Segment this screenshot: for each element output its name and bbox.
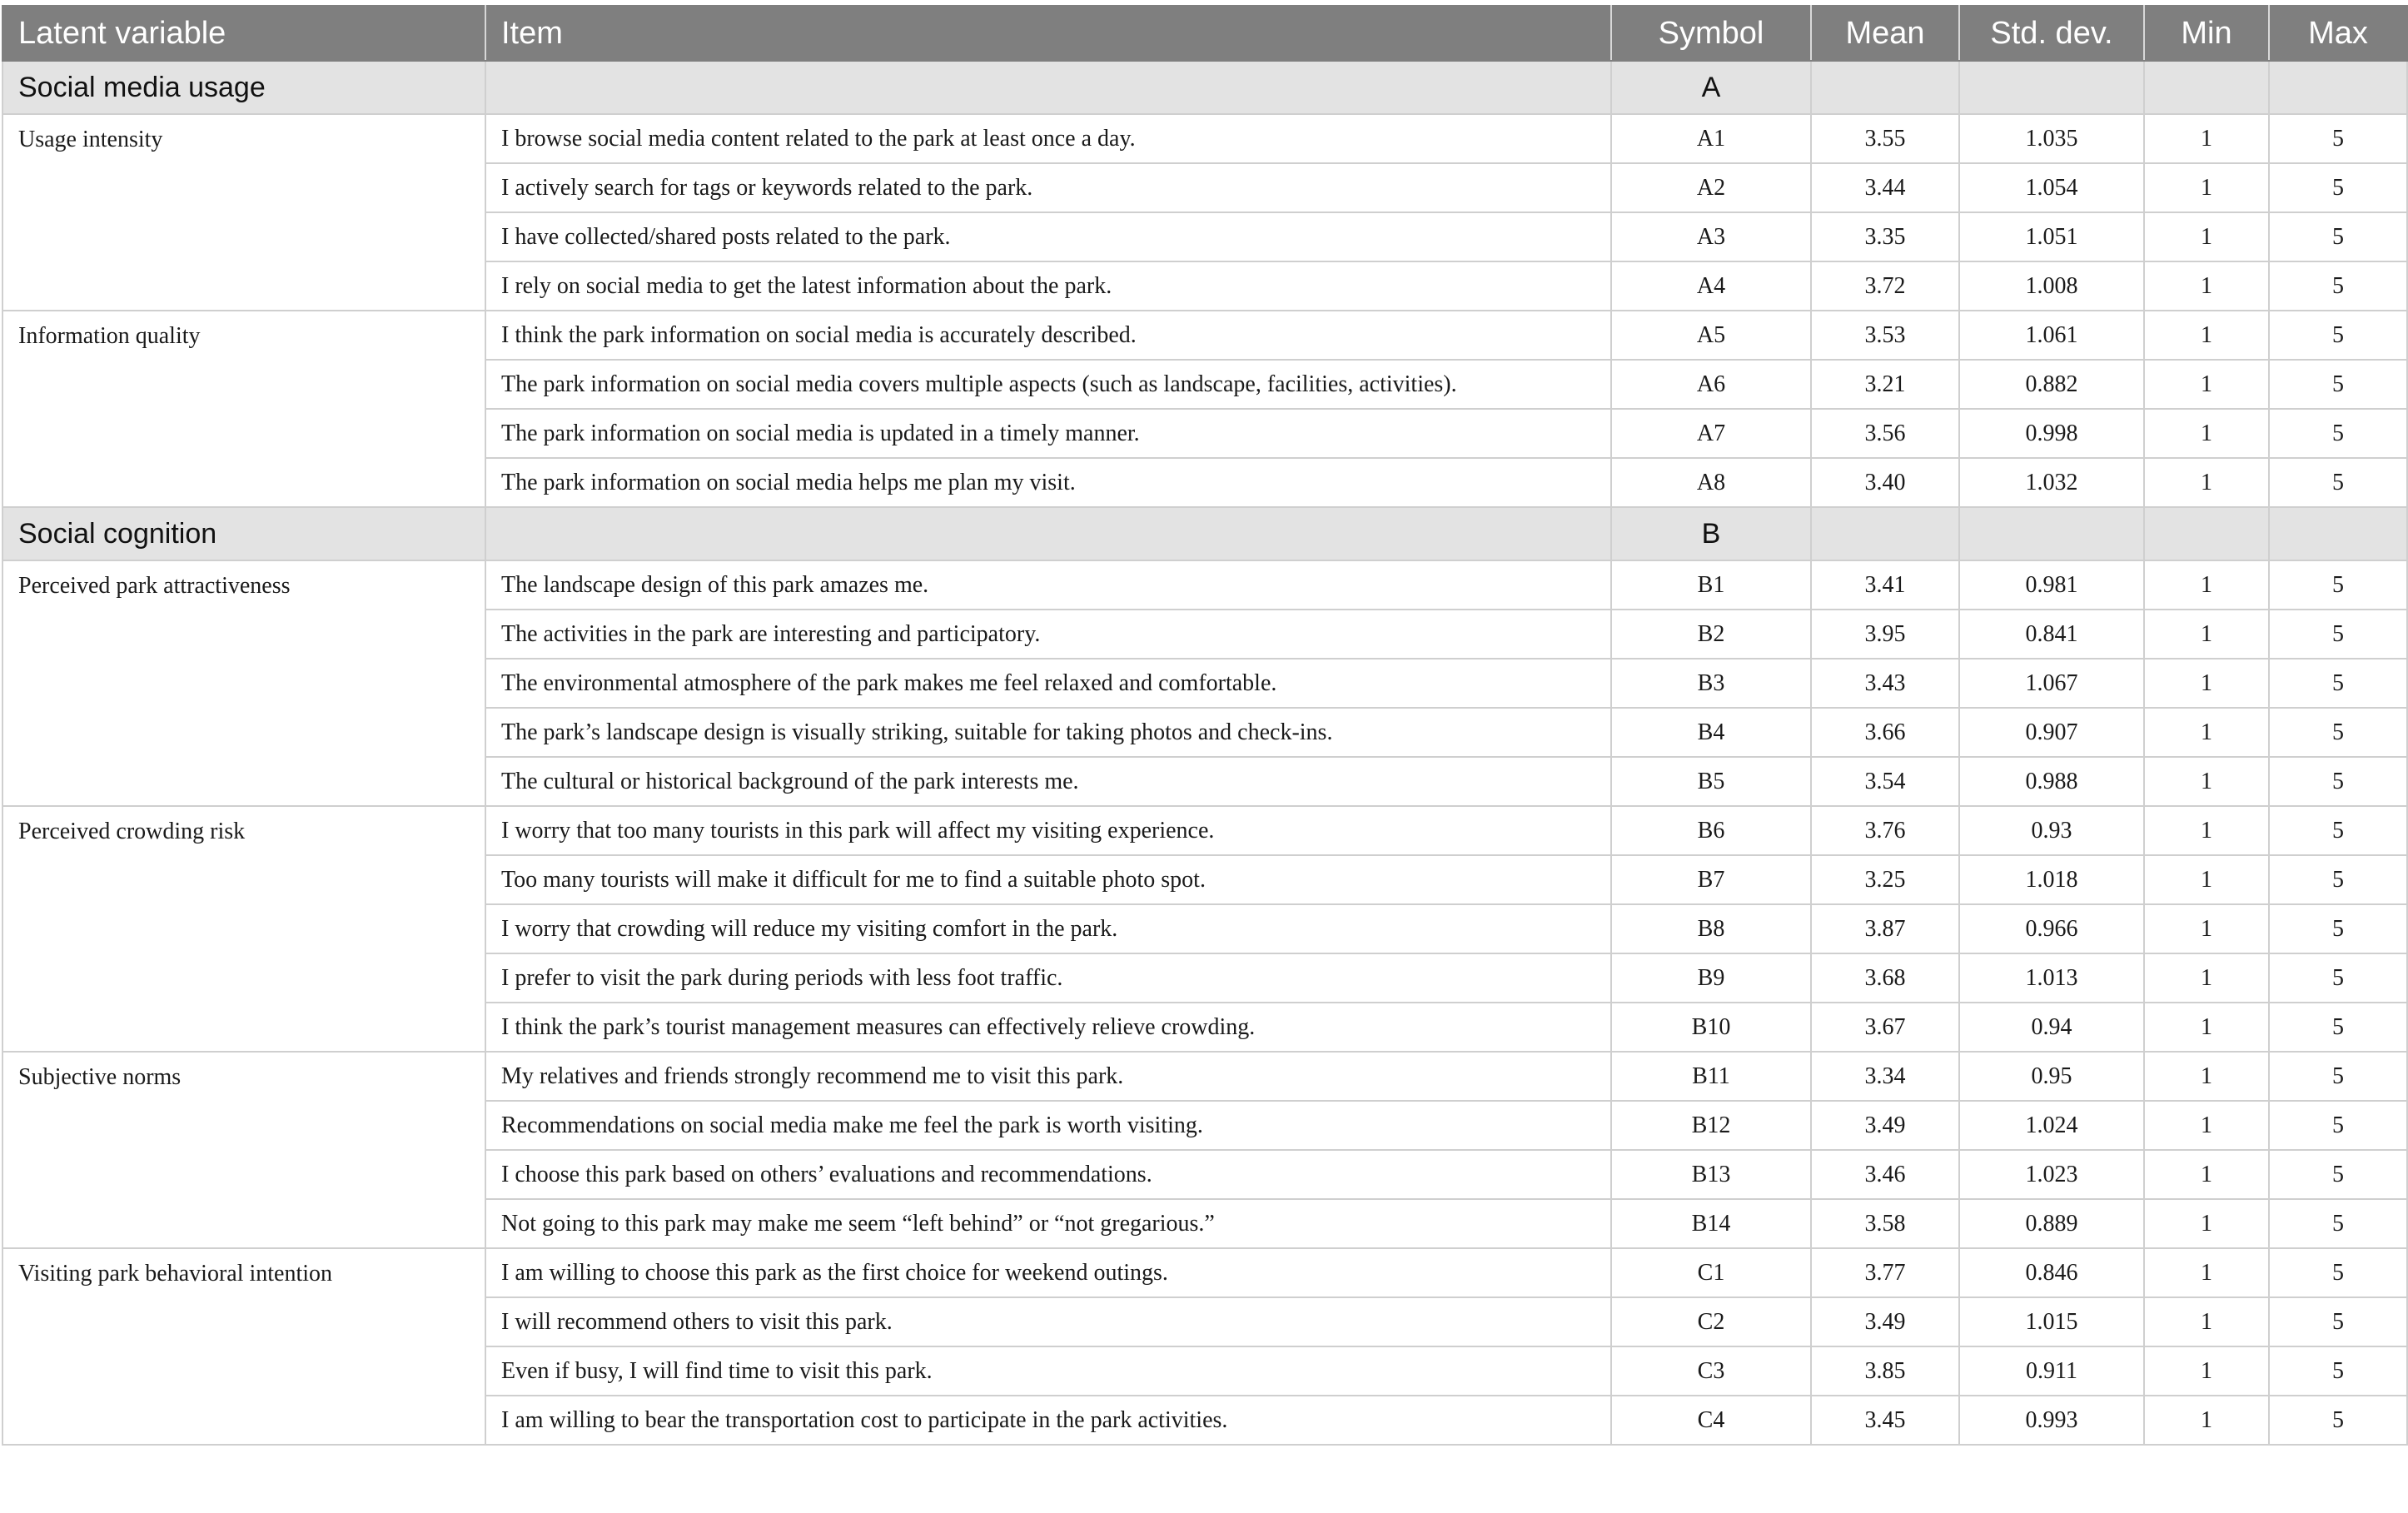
std-dev-cell: 1.032 xyxy=(1959,458,2144,507)
std-dev-cell: 0.882 xyxy=(1959,360,2144,409)
max-cell: 5 xyxy=(2269,855,2407,904)
symbol-cell: A3 xyxy=(1611,212,1811,261)
min-cell: 1 xyxy=(2144,1150,2269,1199)
symbol-cell: B12 xyxy=(1611,1101,1811,1150)
symbol-cell: A6 xyxy=(1611,360,1811,409)
mean-cell: 3.95 xyxy=(1811,610,1959,659)
item-text: I rely on social media to get the latest information about the park. xyxy=(485,261,1611,311)
mean-cell: 3.85 xyxy=(1811,1346,1959,1396)
symbol-cell: B7 xyxy=(1611,855,1811,904)
std-dev-cell: 0.889 xyxy=(1959,1199,2144,1248)
max-cell: 5 xyxy=(2269,261,2407,311)
max-cell: 5 xyxy=(2269,953,2407,1003)
item-text: Even if busy, I will find time to visit this park. xyxy=(485,1346,1611,1396)
max-cell: 5 xyxy=(2269,1150,2407,1199)
std-dev-cell: 0.94 xyxy=(1959,1003,2144,1052)
std-dev-cell: 1.024 xyxy=(1959,1101,2144,1150)
min-cell: 1 xyxy=(2144,855,2269,904)
item-text: The park’s landscape design is visually striking, suitable for taking photos and check-ins. xyxy=(485,708,1611,757)
symbol-cell: C3 xyxy=(1611,1346,1811,1396)
symbol-cell: B9 xyxy=(1611,953,1811,1003)
std-dev-cell: 1.018 xyxy=(1959,855,2144,904)
section-row xyxy=(2,61,2407,114)
symbol-cell: B5 xyxy=(1611,757,1811,806)
section-symbol: B xyxy=(1611,507,1811,560)
std-dev-cell: 0.846 xyxy=(1959,1248,2144,1297)
symbol-cell: A4 xyxy=(1611,261,1811,311)
symbol-cell: A1 xyxy=(1611,114,1811,163)
header-std-dev: Std. dev. xyxy=(1959,6,2144,61)
symbol-cell: A2 xyxy=(1611,163,1811,212)
mean-cell: 3.67 xyxy=(1811,1003,1959,1052)
mean-cell: 3.41 xyxy=(1811,560,1959,610)
std-dev-cell: 1.015 xyxy=(1959,1297,2144,1346)
latent-variable-cell: Perceived crowding risk xyxy=(2,806,485,1052)
min-cell: 1 xyxy=(2144,1346,2269,1396)
std-dev-cell: 0.907 xyxy=(1959,708,2144,757)
item-text: The cultural or historical background of the park interests me. xyxy=(485,757,1611,806)
symbol-cell: B1 xyxy=(1611,560,1811,610)
min-cell: 1 xyxy=(2144,261,2269,311)
latent-variable-cell: Usage intensity xyxy=(2,114,485,311)
min-cell: 1 xyxy=(2144,806,2269,855)
symbol-cell: B13 xyxy=(1611,1150,1811,1199)
item-text: I will recommend others to visit this park. xyxy=(485,1297,1611,1346)
latent-variable-cell: Perceived park attractiveness xyxy=(2,560,485,806)
section-title: Social media usage xyxy=(2,61,485,114)
max-cell: 5 xyxy=(2269,458,2407,507)
section-item-cell xyxy=(485,61,1611,114)
mean-cell: 3.40 xyxy=(1811,458,1959,507)
item-text: Recommendations on social media make me feel the park is worth visiting. xyxy=(485,1101,1611,1150)
std-dev-cell: 0.911 xyxy=(1959,1346,2144,1396)
header-max: Max xyxy=(2269,6,2407,61)
min-cell: 1 xyxy=(2144,610,2269,659)
symbol-cell: B10 xyxy=(1611,1003,1811,1052)
max-cell: 5 xyxy=(2269,1199,2407,1248)
std-dev-cell: 0.966 xyxy=(1959,904,2144,953)
table-row xyxy=(2,1052,2407,1101)
symbol-cell: C2 xyxy=(1611,1297,1811,1346)
max-cell: 5 xyxy=(2269,1396,2407,1445)
section-max-cell xyxy=(2269,507,2407,560)
std-dev-cell: 1.013 xyxy=(1959,953,2144,1003)
item-text: I think the park’s tourist management measures can effectively relieve crowding. xyxy=(485,1003,1611,1052)
min-cell: 1 xyxy=(2144,953,2269,1003)
min-cell: 1 xyxy=(2144,311,2269,360)
item-text: I think the park information on social media is accurately described. xyxy=(485,311,1611,360)
item-text: My relatives and friends strongly recommend me to visit this park. xyxy=(485,1052,1611,1101)
mean-cell: 3.49 xyxy=(1811,1101,1959,1150)
mean-cell: 3.87 xyxy=(1811,904,1959,953)
std-dev-cell: 1.054 xyxy=(1959,163,2144,212)
std-dev-cell: 1.008 xyxy=(1959,261,2144,311)
min-cell: 1 xyxy=(2144,659,2269,708)
item-text: The activities in the park are interesting and participatory. xyxy=(485,610,1611,659)
max-cell: 5 xyxy=(2269,409,2407,458)
section-sd-cell xyxy=(1959,507,2144,560)
min-cell: 1 xyxy=(2144,1003,2269,1052)
item-text: I have collected/shared posts related to the park. xyxy=(485,212,1611,261)
max-cell: 5 xyxy=(2269,311,2407,360)
min-cell: 1 xyxy=(2144,708,2269,757)
symbol-cell: B2 xyxy=(1611,610,1811,659)
min-cell: 1 xyxy=(2144,1199,2269,1248)
min-cell: 1 xyxy=(2144,560,2269,610)
mean-cell: 3.46 xyxy=(1811,1150,1959,1199)
std-dev-cell: 0.95 xyxy=(1959,1052,2144,1101)
header-mean: Mean xyxy=(1811,6,1959,61)
table-row xyxy=(2,311,2407,360)
mean-cell: 3.34 xyxy=(1811,1052,1959,1101)
item-text: I prefer to visit the park during periods with less foot traffic. xyxy=(485,953,1611,1003)
std-dev-cell: 0.988 xyxy=(1959,757,2144,806)
symbol-cell: A8 xyxy=(1611,458,1811,507)
descriptive-statistics-table xyxy=(2,5,2408,1446)
item-text: The park information on social media helps me plan my visit. xyxy=(485,458,1611,507)
section-min-cell xyxy=(2144,61,2269,114)
mean-cell: 3.56 xyxy=(1811,409,1959,458)
section-max-cell xyxy=(2269,61,2407,114)
max-cell: 5 xyxy=(2269,212,2407,261)
section-mean-cell xyxy=(1811,507,1959,560)
min-cell: 1 xyxy=(2144,1396,2269,1445)
symbol-cell: B11 xyxy=(1611,1052,1811,1101)
section-mean-cell xyxy=(1811,61,1959,114)
header-symbol: Symbol xyxy=(1611,6,1811,61)
mean-cell: 3.76 xyxy=(1811,806,1959,855)
item-text: I choose this park based on others’ evaluations and recommendations. xyxy=(485,1150,1611,1199)
section-item-cell xyxy=(485,507,1611,560)
std-dev-cell: 0.93 xyxy=(1959,806,2144,855)
mean-cell: 3.53 xyxy=(1811,311,1959,360)
item-text: The park information on social media covers multiple aspects (such as landscape, facilities, activities). xyxy=(485,360,1611,409)
item-text: I am willing to bear the transportation cost to participate in the park activities. xyxy=(485,1396,1611,1445)
latent-variable-cell: Subjective norms xyxy=(2,1052,485,1248)
max-cell: 5 xyxy=(2269,904,2407,953)
mean-cell: 3.77 xyxy=(1811,1248,1959,1297)
symbol-cell: C4 xyxy=(1611,1396,1811,1445)
max-cell: 5 xyxy=(2269,659,2407,708)
max-cell: 5 xyxy=(2269,1297,2407,1346)
min-cell: 1 xyxy=(2144,163,2269,212)
item-text: Not going to this park may make me seem “left behind” or “not gregarious.” xyxy=(485,1199,1611,1248)
min-cell: 1 xyxy=(2144,1101,2269,1150)
max-cell: 5 xyxy=(2269,1248,2407,1297)
section-symbol: A xyxy=(1611,61,1811,114)
section-title: Social cognition xyxy=(2,507,485,560)
table-row xyxy=(2,114,2407,163)
section-row xyxy=(2,507,2407,560)
mean-cell: 3.44 xyxy=(1811,163,1959,212)
mean-cell: 3.54 xyxy=(1811,757,1959,806)
header-latent-variable: Latent variable xyxy=(2,6,485,61)
table-row xyxy=(2,560,2407,610)
min-cell: 1 xyxy=(2144,1297,2269,1346)
mean-cell: 3.58 xyxy=(1811,1199,1959,1248)
max-cell: 5 xyxy=(2269,360,2407,409)
mean-cell: 3.45 xyxy=(1811,1396,1959,1445)
header-min: Min xyxy=(2144,6,2269,61)
std-dev-cell: 0.993 xyxy=(1959,1396,2144,1445)
header-row xyxy=(2,6,2407,61)
section-min-cell xyxy=(2144,507,2269,560)
mean-cell: 3.55 xyxy=(1811,114,1959,163)
symbol-cell: B6 xyxy=(1611,806,1811,855)
std-dev-cell: 1.067 xyxy=(1959,659,2144,708)
symbol-cell: B8 xyxy=(1611,904,1811,953)
std-dev-cell: 1.023 xyxy=(1959,1150,2144,1199)
symbol-cell: B4 xyxy=(1611,708,1811,757)
max-cell: 5 xyxy=(2269,163,2407,212)
max-cell: 5 xyxy=(2269,708,2407,757)
latent-variable-cell: Visiting park behavioral intention xyxy=(2,1248,485,1445)
item-text: The park information on social media is updated in a timely manner. xyxy=(485,409,1611,458)
mean-cell: 3.25 xyxy=(1811,855,1959,904)
max-cell: 5 xyxy=(2269,560,2407,610)
mean-cell: 3.35 xyxy=(1811,212,1959,261)
std-dev-cell: 1.051 xyxy=(1959,212,2144,261)
item-text: I browse social media content related to the park at least once a day. xyxy=(485,114,1611,163)
max-cell: 5 xyxy=(2269,610,2407,659)
table-body xyxy=(2,61,2407,1445)
table-row xyxy=(2,1248,2407,1297)
item-text: The environmental atmosphere of the park makes me feel relaxed and comfortable. xyxy=(485,659,1611,708)
max-cell: 5 xyxy=(2269,1052,2407,1101)
mean-cell: 3.21 xyxy=(1811,360,1959,409)
max-cell: 5 xyxy=(2269,806,2407,855)
symbol-cell: A7 xyxy=(1611,409,1811,458)
std-dev-cell: 0.981 xyxy=(1959,560,2144,610)
latent-variable-cell: Information quality xyxy=(2,311,485,507)
max-cell: 5 xyxy=(2269,1346,2407,1396)
symbol-cell: C1 xyxy=(1611,1248,1811,1297)
min-cell: 1 xyxy=(2144,212,2269,261)
min-cell: 1 xyxy=(2144,1052,2269,1101)
section-sd-cell xyxy=(1959,61,2144,114)
symbol-cell: B3 xyxy=(1611,659,1811,708)
item-text: I worry that too many tourists in this park will affect my visiting experience. xyxy=(485,806,1611,855)
min-cell: 1 xyxy=(2144,904,2269,953)
max-cell: 5 xyxy=(2269,757,2407,806)
mean-cell: 3.66 xyxy=(1811,708,1959,757)
table-row xyxy=(2,806,2407,855)
std-dev-cell: 0.841 xyxy=(1959,610,2144,659)
std-dev-cell: 0.998 xyxy=(1959,409,2144,458)
std-dev-cell: 1.061 xyxy=(1959,311,2144,360)
min-cell: 1 xyxy=(2144,409,2269,458)
max-cell: 5 xyxy=(2269,1101,2407,1150)
min-cell: 1 xyxy=(2144,114,2269,163)
symbol-cell: A5 xyxy=(1611,311,1811,360)
symbol-cell: B14 xyxy=(1611,1199,1811,1248)
item-text: I am willing to choose this park as the first choice for weekend outings. xyxy=(485,1248,1611,1297)
mean-cell: 3.72 xyxy=(1811,261,1959,311)
item-text: I worry that crowding will reduce my visiting comfort in the park. xyxy=(485,904,1611,953)
mean-cell: 3.43 xyxy=(1811,659,1959,708)
item-text: The landscape design of this park amazes me. xyxy=(485,560,1611,610)
mean-cell: 3.49 xyxy=(1811,1297,1959,1346)
header-item: Item xyxy=(485,6,1611,61)
min-cell: 1 xyxy=(2144,458,2269,507)
min-cell: 1 xyxy=(2144,1248,2269,1297)
item-text: Too many tourists will make it difficult for me to find a suitable photo spot. xyxy=(485,855,1611,904)
item-text: I actively search for tags or keywords related to the park. xyxy=(485,163,1611,212)
min-cell: 1 xyxy=(2144,360,2269,409)
max-cell: 5 xyxy=(2269,114,2407,163)
max-cell: 5 xyxy=(2269,1003,2407,1052)
std-dev-cell: 1.035 xyxy=(1959,114,2144,163)
min-cell: 1 xyxy=(2144,757,2269,806)
mean-cell: 3.68 xyxy=(1811,953,1959,1003)
